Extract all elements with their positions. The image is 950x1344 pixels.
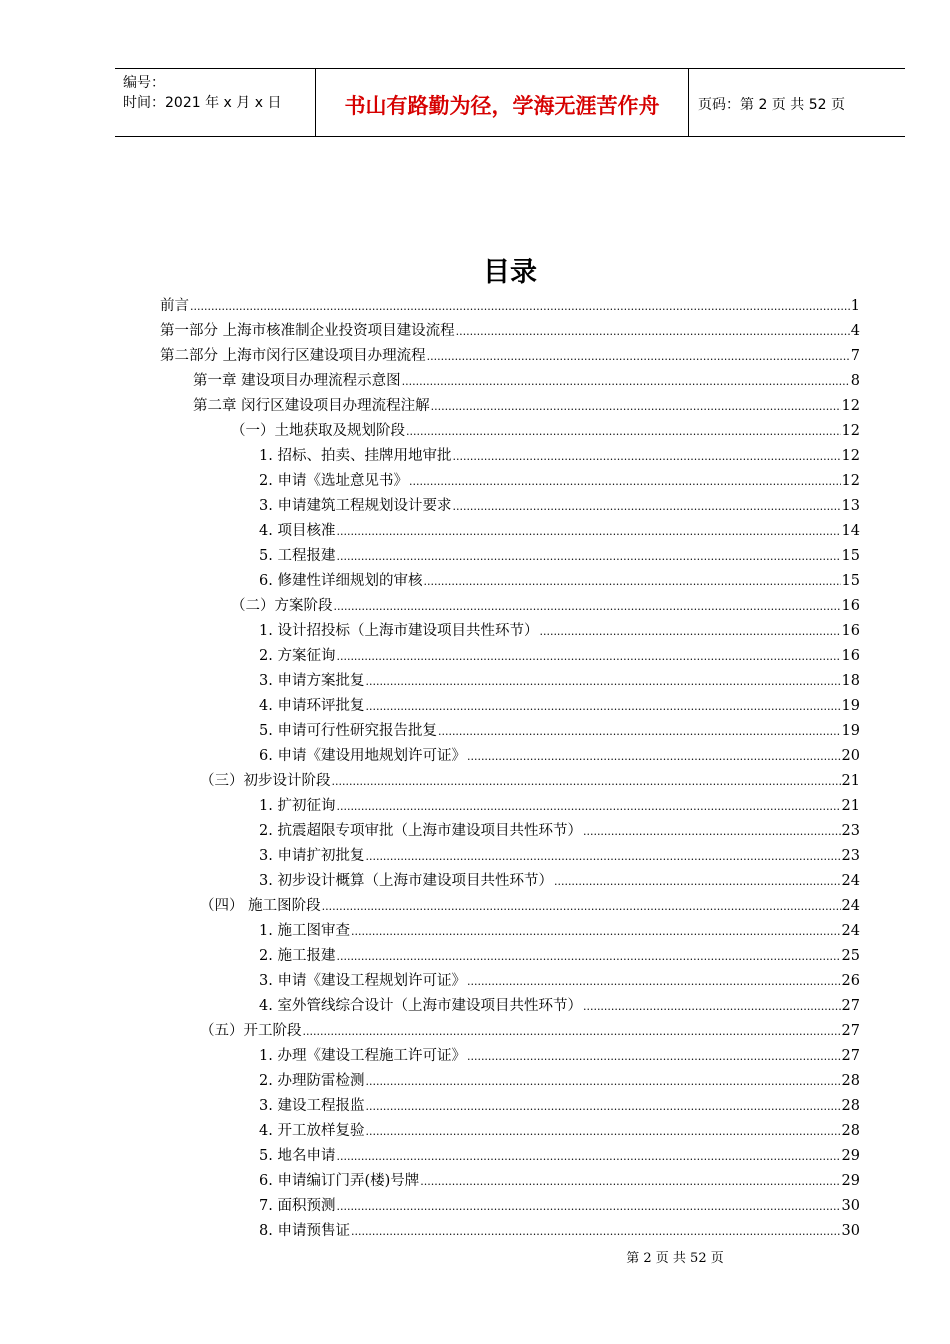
toc-entry[interactable] <box>259 869 860 891</box>
toc-entry-page: 20 <box>841 748 860 764</box>
toc-entry-page: 18 <box>841 673 860 689</box>
toc-entry-page: 25 <box>841 948 860 964</box>
toc-entry[interactable] <box>259 544 860 566</box>
toc-entry[interactable] <box>259 1044 860 1066</box>
header-top-rule <box>115 68 905 69</box>
toc-entry[interactable] <box>259 1094 860 1116</box>
toc-leader <box>336 948 840 964</box>
toc-entry-page: 27 <box>841 1023 860 1039</box>
toc-entry-page: 15 <box>841 573 860 589</box>
toc-entry-label: 4. 开工放样复验 <box>259 1123 365 1139</box>
toc-entry-label: 2. 申请《选址意见书》 <box>259 473 408 489</box>
page-footer: 第 2 页 共 52 页 <box>626 1251 724 1266</box>
toc-entry-page: 16 <box>841 598 860 614</box>
toc-entry-page: 27 <box>841 998 860 1014</box>
toc-leader <box>467 748 841 764</box>
toc-leader <box>351 1223 841 1239</box>
toc-entry-label: 6. 修建性详细规划的审核 <box>259 573 423 589</box>
toc-entry-label: （四） 施工图阶段 <box>200 898 321 914</box>
toc-leader <box>539 623 840 639</box>
toc-leader <box>365 673 840 689</box>
toc-entry[interactable] <box>259 619 860 641</box>
toc-entry[interactable] <box>259 519 860 541</box>
toc-leader <box>554 873 841 889</box>
toc-entry[interactable] <box>200 894 860 916</box>
toc-entry[interactable] <box>200 1019 860 1041</box>
toc-entry-page: 12 <box>841 473 860 489</box>
toc-entry[interactable] <box>259 694 860 716</box>
toc-entry[interactable] <box>259 944 860 966</box>
header-divider-right <box>688 68 689 136</box>
header-page-label: 页码：第 2 页 共 52 页 <box>698 97 845 113</box>
toc-entry-page: 14 <box>841 523 860 539</box>
toc-entry-label: 2. 办理防雷检测 <box>259 1073 365 1089</box>
toc-entry[interactable] <box>259 919 860 941</box>
toc-entry-page: 4 <box>850 323 860 339</box>
toc-leader <box>334 598 841 614</box>
toc-entry-label: 4. 项目核准 <box>259 523 336 539</box>
toc-entry[interactable] <box>259 669 860 691</box>
toc-entry[interactable] <box>160 319 860 341</box>
toc-entry-page: 19 <box>841 723 860 739</box>
toc-entry-page: 21 <box>841 798 860 814</box>
toc-entry-label: 3. 申请方案批复 <box>259 673 365 689</box>
toc-entry-label: 1. 招标、拍卖、挂牌用地审批 <box>259 448 452 464</box>
toc-entry[interactable] <box>259 644 860 666</box>
toc-leader <box>420 1173 840 1189</box>
toc-entry-label: 3. 初步设计概算（上海市建设项目共性环节） <box>259 873 553 889</box>
toc-entry[interactable] <box>259 1219 860 1241</box>
toc-entry-page: 16 <box>841 623 860 639</box>
toc-entry-page: 16 <box>841 648 860 664</box>
toc-leader <box>336 1198 840 1214</box>
toc-entry-label: 3. 建设工程报监 <box>259 1098 365 1114</box>
toc-leader <box>336 1148 840 1164</box>
toc-entry-label: 2. 抗震超限专项审批（上海市建设项目共性环节） <box>259 823 582 839</box>
toc-leader <box>332 773 841 789</box>
toc-entry-page: 28 <box>841 1098 860 1114</box>
toc-leader <box>409 473 841 489</box>
toc-leader <box>365 1073 840 1089</box>
toc-leader <box>336 523 840 539</box>
toc-entry-label: （一）土地获取及规划阶段 <box>231 423 405 439</box>
toc-entry-page: 30 <box>841 1223 860 1239</box>
toc-leader <box>365 1098 840 1114</box>
toc-entry[interactable] <box>231 594 860 616</box>
toc-entry-page: 24 <box>841 873 860 889</box>
toc-leader <box>438 723 841 739</box>
toc-entry-label: 第一部分 上海市核准制企业投资项目建设流程 <box>160 323 455 339</box>
toc-entry-label: 第二部分 上海市闵行区建设项目办理流程 <box>160 348 426 364</box>
toc-entry[interactable] <box>160 294 860 316</box>
toc-entry-label: 1. 扩初征询 <box>259 798 336 814</box>
toc-entry-label: 3. 申请扩初批复 <box>259 848 365 864</box>
toc-entry-page: 23 <box>841 848 860 864</box>
toc-entry-label: （三）初步设计阶段 <box>200 773 331 789</box>
toc-entry[interactable] <box>259 569 860 591</box>
toc-entry-page: 28 <box>841 1123 860 1139</box>
toc-leader <box>322 898 841 914</box>
toc-entry-label: 6. 申请《建设用地规划许可证》 <box>259 748 466 764</box>
toc-entry[interactable] <box>259 844 860 866</box>
toc-entry-label: 1. 办理《建设工程施工许可证》 <box>259 1048 466 1064</box>
toc-entry[interactable] <box>200 769 860 791</box>
toc-leader <box>336 548 840 564</box>
toc-entry[interactable] <box>231 419 860 441</box>
header-id-label: 编号： <box>123 75 165 91</box>
toc-leader <box>427 348 850 364</box>
toc-entry-label: 5. 申请可行性研究报告批复 <box>259 723 437 739</box>
toc-entry-label: 3. 申请《建设工程规划许可证》 <box>259 973 466 989</box>
toc-entry-label: 1. 施工图审查 <box>259 923 350 939</box>
toc-entry-label: 4. 室外管线综合设计（上海市建设项目共性环节） <box>259 998 582 1014</box>
header-time-label: 时间：2021 年 x 月 x 日 <box>123 95 282 111</box>
toc-leader <box>365 1123 840 1139</box>
toc-entry-page: 15 <box>841 548 860 564</box>
toc-entry-page: 24 <box>841 898 860 914</box>
toc-entry-page: 29 <box>841 1148 860 1164</box>
toc-entry[interactable] <box>259 1119 860 1141</box>
toc-entry[interactable] <box>259 469 860 491</box>
toc-entry-label: 前言 <box>160 298 189 314</box>
toc-entry[interactable] <box>259 1194 860 1216</box>
toc-leader <box>452 498 840 514</box>
toc-leader <box>351 923 841 939</box>
toc-entry[interactable] <box>259 444 860 466</box>
toc-leader <box>336 648 840 664</box>
toc-entry-page: 8 <box>850 373 860 389</box>
toc-entry[interactable] <box>259 794 860 816</box>
toc-entry-page: 12 <box>841 423 860 439</box>
toc-entry-page: 26 <box>841 973 860 989</box>
toc-entry-label: 2. 方案征询 <box>259 648 336 664</box>
toc-leader <box>303 1023 841 1039</box>
toc-leader <box>423 573 840 589</box>
toc-entry-label: （二）方案阶段 <box>231 598 333 614</box>
toc-entry[interactable] <box>259 1144 860 1166</box>
toc-entry-label: 2. 施工报建 <box>259 948 336 964</box>
toc-entry-label: 8. 申请预售证 <box>259 1223 350 1239</box>
header-motto: 书山有路勤为径，学海无涯苦作舟 <box>344 94 660 118</box>
page-title: 目录 <box>483 257 537 288</box>
toc-entry[interactable] <box>259 494 860 516</box>
toc-entry-page: 12 <box>841 448 860 464</box>
toc-entry-label: 5. 工程报建 <box>259 548 336 564</box>
toc-entry[interactable] <box>259 969 860 991</box>
toc-leader <box>402 373 850 389</box>
toc-entry-label: 第一章 建设项目办理流程示意图 <box>193 373 401 389</box>
toc-entry-page: 23 <box>841 823 860 839</box>
toc-entry-label: 7. 面积预测 <box>259 1198 336 1214</box>
toc-leader <box>583 823 841 839</box>
toc-entry-label: 5. 地名申请 <box>259 1148 336 1164</box>
toc-entry[interactable] <box>259 819 860 841</box>
toc-entry[interactable] <box>193 369 860 391</box>
toc-entry[interactable] <box>259 1169 860 1191</box>
toc-entry-page: 21 <box>841 773 860 789</box>
toc-leader <box>431 398 841 414</box>
toc-entry-page: 28 <box>841 1073 860 1089</box>
toc-leader <box>583 998 841 1014</box>
toc-leader <box>467 973 841 989</box>
toc-entry-label: 3. 申请建筑工程规划设计要求 <box>259 498 452 514</box>
toc-entry[interactable] <box>259 994 860 1016</box>
toc-entry[interactable] <box>259 719 860 741</box>
toc-entry-page: 19 <box>841 698 860 714</box>
toc-entry[interactable] <box>193 394 860 416</box>
toc-entry-label: 第二章 闵行区建设项目办理流程注解 <box>193 398 430 414</box>
toc-leader <box>406 423 841 439</box>
toc-entry-page: 29 <box>841 1173 860 1189</box>
toc-entry[interactable] <box>259 744 860 766</box>
toc-entry-label: （五）开工阶段 <box>200 1023 302 1039</box>
toc-entry-label: 6. 申请编订门弄(楼)号牌 <box>259 1173 420 1189</box>
toc-leader <box>467 1048 841 1064</box>
toc-entry-page: 1 <box>850 298 860 314</box>
toc-entry[interactable] <box>259 1069 860 1091</box>
header-bottom-rule <box>115 136 905 137</box>
toc-entry-page: 24 <box>841 923 860 939</box>
toc-entry-label: 1. 设计招投标（上海市建设项目共性环节） <box>259 623 539 639</box>
toc-entry-page: 27 <box>841 1048 860 1064</box>
toc-entry[interactable] <box>160 344 860 366</box>
toc-leader <box>456 323 850 339</box>
toc-entry-page: 12 <box>841 398 860 414</box>
toc-leader <box>336 798 840 814</box>
toc-entry-page: 13 <box>841 498 860 514</box>
toc-leader <box>452 448 840 464</box>
toc-entry-label: 4. 申请环评批复 <box>259 698 365 714</box>
toc-entry-page: 7 <box>850 348 860 364</box>
toc-entry-page: 30 <box>841 1198 860 1214</box>
toc-leader <box>365 848 840 864</box>
toc-leader <box>365 698 840 714</box>
toc-leader <box>190 298 850 314</box>
